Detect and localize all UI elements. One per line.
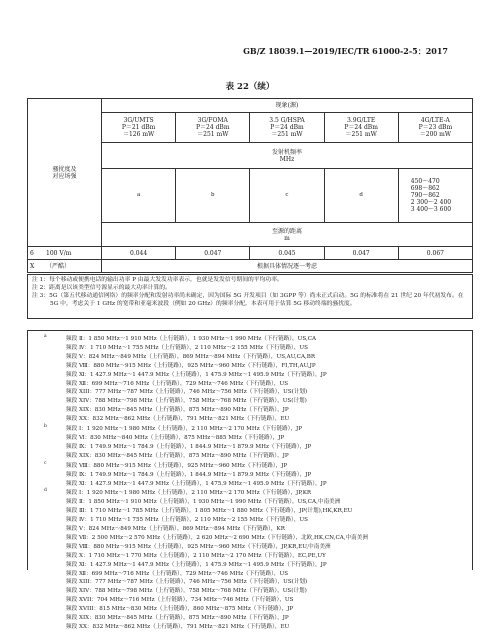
footnote-line bbox=[32, 452, 468, 461]
freq-range-cell: 450～470 698～862 790～862 2 300～2 400 3 400～3 600 bbox=[398, 169, 472, 223]
freq-mark-cell: d bbox=[324, 169, 398, 223]
footnote-text: 频段 Ⅷ：880 MHz～915 MHz（上行链路），925 MHz～960 MHz（下行链路），FI,TH,AU,JP bbox=[66, 362, 316, 369]
table-title: 表 22（续） bbox=[225, 82, 275, 92]
source-cell: 3.9G/LTE P＝24 dBm ＝251 mW bbox=[324, 113, 398, 143]
footnote-text: 频段 Ⅻ：699 MHz～716 MHz（上行链路），729 MHz～746 MHz（下行链路），US bbox=[66, 570, 289, 577]
footnote-mark: b bbox=[44, 424, 47, 430]
footnote-text: 频段 XIX：830 MHz～845 MHz（上行链路），875 MHz～890 MHz（下行链路），JP bbox=[66, 407, 289, 414]
distance-header: 至源的距离 m bbox=[102, 223, 473, 247]
footnote-line bbox=[32, 406, 468, 415]
note-2: 注 2：距离是以该类型信号源显示的最大功率计算的。 bbox=[32, 285, 171, 291]
source-cell: 3.5 G/HSPA P＝24 dBm ＝251 mW bbox=[250, 113, 324, 143]
distance-value: 0.044 bbox=[102, 247, 176, 260]
footnote-text: 频段 XIX：830 MHz～845 MHz（上行链路），875 MHz～890 MHz（下行链路），JP bbox=[66, 452, 289, 459]
footnote-text: 频段 XX：832 MHz～862 MHz（上行链路），791 MHz～821 MHz（下行链路），EU bbox=[66, 624, 290, 630]
source-header: 现象(源) bbox=[102, 99, 473, 113]
table-row bbox=[28, 247, 473, 260]
footnote-text: 频段 XVII：704 MHz～716 MHz（上行链路），734 MHz～746 MHz（下行链路），US bbox=[66, 597, 294, 604]
footnote-line bbox=[32, 498, 468, 507]
radiated-field-table bbox=[27, 98, 473, 273]
footnote-mark: c bbox=[44, 460, 47, 466]
distance-value: 0.045 bbox=[250, 247, 324, 260]
left-header: 骚扰度及对应场强 bbox=[52, 165, 77, 180]
footnote-text: 频段 Ⅲ：1 710 MHz～1 785 MHz（上行链路），1 805 MHz～1 880 MHz（下行链路），JP(计划),HK,KR,EU bbox=[66, 508, 353, 515]
footnote-text: 频段 Ⅱ：1 850 MHz～1 910 MHz（上行链路），1 930 MHz～1 990 MHz（下行链路），US,CA bbox=[66, 336, 317, 342]
footnotes bbox=[27, 330, 473, 630]
footnote-text: 频段 Ⅶ：2 500 MHz～2 570 MHz（上行链路），2 620 MHz～2 690 MHz（下行链路），北欧,HK,CN,CA,中南美洲 bbox=[66, 534, 368, 541]
footnote-text: 频段 Ⅺ：1 427.9 MHz～1 447.9 MHz（上行链路），1 475.9 MHz～1 495.9 MHz（下行链路），JP bbox=[66, 561, 327, 568]
footnote-line bbox=[32, 371, 468, 380]
footnote-line bbox=[32, 388, 468, 397]
footnote-line bbox=[32, 489, 468, 498]
footnote-text: 频段 Ⅳ：1 710 MHz～1 755 MHz（上行链路），2 110 MHz～2 155 MHz（下行链路），US bbox=[66, 517, 308, 524]
footnote-text: 频段 Ⅴ：824 MHz～849 MHz（上行链路），869 MHz～894 MHz（下行链路），US,AU,CA,BR bbox=[66, 353, 316, 360]
footnote-text: 频段 Ⅷ：880 MHz～915 MHz（上行链路），925 MHz～960 MHz（下行链路），JP,KR,EU,中南美洲 bbox=[66, 543, 331, 550]
footnote-text: 频段 Ⅸ：1 749.9 MHz～1 784.9（上行链路），1 844.9 MHz～1 879.9 MHz（下行链路），JP bbox=[66, 471, 312, 478]
footnote-text: 频段 Ⅱ：1 850 MHz～1 910 MHz（上行链路），1 930 MHz～1 990 MHz（下行链路），US,CA,中南美洲 bbox=[66, 499, 341, 506]
footnote-line bbox=[32, 335, 468, 344]
footnote-line bbox=[32, 570, 468, 579]
footnote-line bbox=[32, 507, 468, 516]
freq-mark-cell: c bbox=[250, 169, 324, 223]
footnote-text: 频段 XIII：777 MHz～787 MHz（上行链路），746 MHz～756 MHz（下行链路），US(计划) bbox=[66, 389, 308, 396]
source-cell: 3G/FOMA P＝24 dBm ＝251 mW bbox=[176, 113, 250, 143]
frequency-header: 发射机频率 MHz bbox=[102, 143, 473, 169]
note-1: 注 1：每个移动或便携电话的输出功率 P 由最大发发功率表示，也就是发发信号期间的平均功率。 bbox=[32, 277, 283, 283]
footnote-line bbox=[32, 561, 468, 570]
footnote-line bbox=[32, 462, 468, 471]
footnote-line bbox=[32, 587, 468, 596]
distance-value: 0.047 bbox=[324, 247, 398, 260]
footnote-text: 频段 Ⅺ：1 427.9 MHz～1 447.9 MHz（上行链路），1 475.9 MHz～1 495.9 MHz（下行链路），JP bbox=[66, 480, 327, 487]
footnote-text: 频段 XX：832 MHz～862 MHz（上行链路），791 MHz～821 MHz（下行链路），EU bbox=[66, 416, 290, 423]
footnote-line bbox=[32, 543, 468, 552]
freq-mark-cell: a bbox=[102, 169, 176, 223]
footnote-text: 频段 XIV：788 MHz～798 MHz（上行链路），758 MHz～768 MHz（下行链路），US(计划) bbox=[66, 588, 307, 595]
note-3: 注 3：5G（第五代移动通信网络）的频率分配和发射功率尚未确定，因为国际 5G 开发项目（如 3GPP 等）尚未正式启动。5G 的标准将在 21 世纪 20 年代初发布。在 5G 中，考虑关于 1 GHz 的宽带和亚毫米波段（例如 20 GHz）的频率分配，本表可用于估算 5G 移动终端的骚扰度。 bbox=[32, 293, 464, 307]
footnote-mark: a bbox=[44, 334, 47, 339]
table-notes bbox=[27, 274, 473, 319]
distance-value: 0.047 bbox=[176, 247, 250, 260]
footnote-text: 频段 XVIII：815 MHz～830 MHz（上行链路），860 MHz～875 MHz（下行链路），JP bbox=[66, 606, 294, 613]
case-by-case-cell: 根据具体情况逐一考虑 bbox=[102, 260, 473, 273]
footnote-text: 频段 XIII：777 MHz～787 MHz（上行链路），746 MHz～756 MHz（下行链路），US(计划) bbox=[66, 579, 308, 586]
source-cell: 3G/UMTS P＝21 dBm ＝126 mW bbox=[102, 113, 176, 143]
footnote-text: 频段 Ⅸ：1 749.9 MHz～1 784.9（上行链路），1 844.9 MHz～1 879.9 MHz（下行链路），JP bbox=[66, 443, 312, 450]
footnote-line bbox=[32, 516, 468, 525]
footnote-line bbox=[32, 434, 468, 443]
footnote-text: 频段 Ⅷ：880 MHz～915 MHz（上行链路），925 MHz～960 MHz（下行链路），JP bbox=[66, 462, 288, 469]
level-cell: X （严酷） bbox=[28, 260, 102, 273]
source-cell: 4G/LTE-A P＝23 dBm ＝200 mW bbox=[398, 113, 472, 143]
footnote-text: 频段 Ⅵ：830 MHz～840 MHz（上行链路），875 MHz～885 MHz（下行链路），JP bbox=[66, 434, 285, 441]
footnote-text: 频段 Ⅰ：1 920 MHz～1 980 MHz（上行链路），2 110 MHz～2 170 MHz（下行链路），JP bbox=[66, 426, 303, 433]
footnote-text: 频段 Ⅻ：699 MHz～716 MHz（上行链路），729 MHz～746 MHz（下行链路），US bbox=[66, 380, 289, 387]
footnote-line bbox=[32, 534, 468, 543]
footnote-line bbox=[32, 344, 468, 353]
footnote-text: 频段 Ⅳ：1 710 MHz～1 755 MHz（上行链路），2 110 MHz～2 155 MHz（下行链路），US bbox=[66, 344, 308, 351]
footnote-text: 频段 XIV：788 MHz～798 MHz（上行链路），758 MHz～768 MHz（下行链路），US(计划) bbox=[66, 398, 307, 405]
footnote-line bbox=[32, 397, 468, 406]
footnote-line bbox=[32, 578, 468, 587]
footnote-text: 频段 Ⅰ：1 920 MHz～1 980 MHz（上行链路），2 110 MHz～2 170 MHz（下行链路），JP,KR bbox=[66, 490, 312, 497]
footnote-line bbox=[32, 552, 468, 561]
footnote-line bbox=[32, 525, 468, 534]
footnote-text: 频段 XIX：830 MHz～845 MHz（上行链路），875 MHz～890 MHz（下行链路），JP bbox=[66, 615, 289, 622]
footnote-mark: d bbox=[44, 488, 47, 494]
distance-value: 0.067 bbox=[398, 247, 472, 260]
level-cell: 6 100 V/m bbox=[28, 247, 102, 260]
standard-code-header: GB/Z 18039.1—2019/IEC/TR 61000-2-5：2017 bbox=[243, 46, 448, 56]
footnote-line bbox=[32, 623, 468, 632]
footnote-line bbox=[32, 596, 468, 605]
footnote-line bbox=[32, 362, 468, 371]
footnote-line bbox=[32, 353, 468, 362]
freq-mark-cell: b bbox=[176, 169, 250, 223]
footnote-line bbox=[32, 380, 468, 389]
footnote-text: 频段 Ⅴ：824 MHz～849 MHz（上行链路），869 MHz～894 MHz（下行链路），KR bbox=[66, 526, 285, 533]
footnote-line bbox=[32, 425, 468, 434]
footnote-line bbox=[32, 605, 468, 614]
footnote-line bbox=[32, 471, 468, 480]
footnote-line bbox=[32, 614, 468, 623]
table-row bbox=[28, 260, 473, 273]
disturbance-level-header-cell bbox=[28, 99, 102, 247]
footnote-line bbox=[32, 415, 468, 424]
footnote-line bbox=[32, 480, 468, 489]
footnote-line bbox=[32, 443, 468, 452]
footnote-text: 频段 Ⅺ：1 427.9 MHz～1 447.9 MHz（上行链路），1 475.9 MHz～1 495.9 MHz（下行链路），JP bbox=[66, 371, 327, 378]
footnote-text: 频段 Ⅹ：1 710 MHz～1 770 MHz（上行链路），2 110 MHz～2 170 MHz（下行链路），EC,PE,UY bbox=[66, 552, 326, 559]
